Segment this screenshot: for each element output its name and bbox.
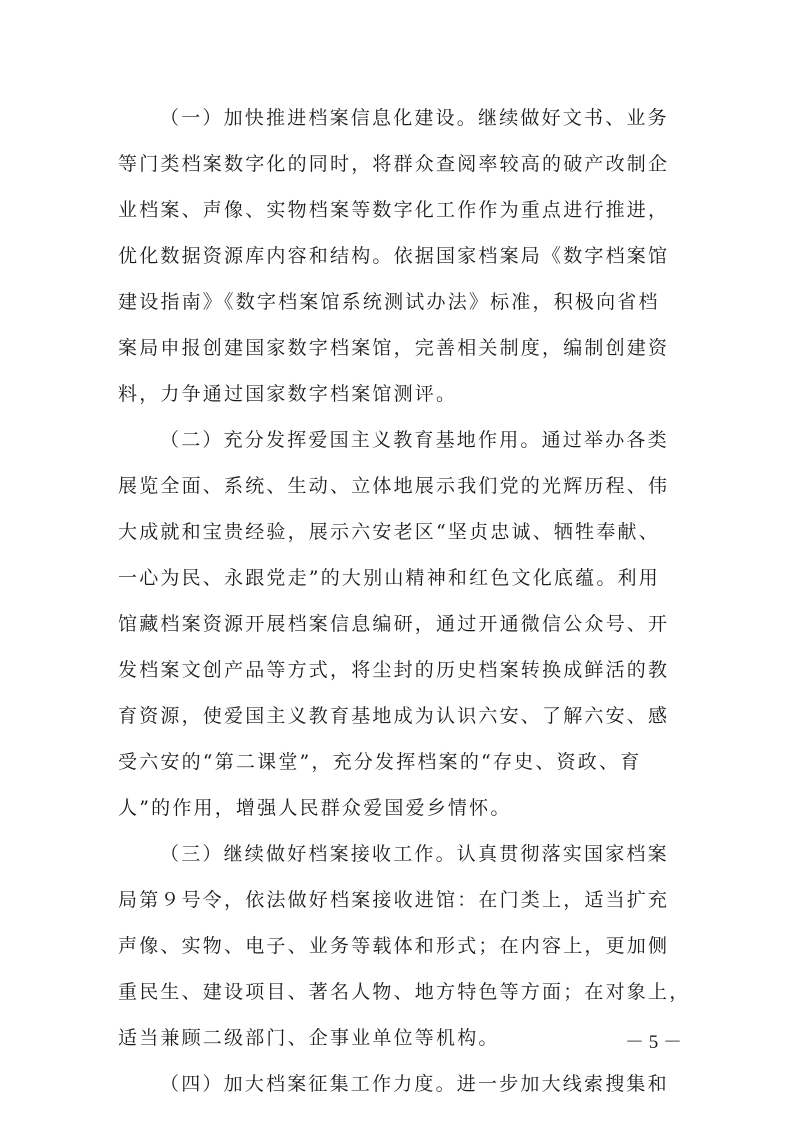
paragraph-3-line-3: 声像、实物、电子、业务等载体和形式；在内容上，更加侧 (118, 935, 670, 957)
paragraph-1-line-7: 料，力争通过国家数字档案馆测评。 (118, 383, 458, 405)
paragraph-2-line-2: 展览全面、系统、生动、立体地展示我们党的光辉历程、伟 (118, 475, 670, 497)
paragraph-2-line-7: 育资源，使爱国主义教育基地成为认识六安、了解六安、感 (118, 705, 670, 727)
paragraph-2-line-1: （二）充分发挥爱国主义教育基地作用。通过举办各类 (160, 429, 669, 451)
paragraph-1-line-6: 案局申报创建国家数字档案馆，完善相关制度，编制创建资 (118, 337, 670, 359)
paragraph-1-line-3: 业档案、声像、实物档案等数字化工作作为重点进行推进， (118, 199, 670, 221)
paragraph-3-line-2: 局第９号令，依法做好档案接收进馆：在门类上，适当扩充 (118, 889, 670, 911)
paragraph-3-line-5: 适当兼顾二级部门、企事业单位等机构。 (118, 1027, 500, 1049)
paragraph-3-line-4: 重民生、建设项目、著名人物、地方特色等方面；在对象上， (118, 981, 691, 1003)
paragraph-3-line-1: （三）继续做好档案接收工作。认真贯彻落实国家档案 (160, 843, 669, 865)
paragraph-4-line-1: （四）加大档案征集工作力度。进一步加大线索搜集和 (160, 1073, 669, 1095)
page-number: － 5 － (624, 1032, 682, 1053)
paragraph-2-line-4: 一心为民、永跟党走”的大别山精神和红色文化底蕴。利用 (118, 567, 660, 589)
paragraph-2-line-5: 馆藏档案资源开展档案信息编研，通过开通微信公众号、开 (118, 613, 670, 635)
paragraph-1-line-5: 建设指南》《数字档案馆系统测试办法》标准，积极向省档 (118, 291, 660, 313)
paragraph-1-line-4: 优化数据资源库内容和结构。依据国家档案局《数字档案馆 (118, 245, 670, 267)
paragraph-2-line-8: 受六安的“第二课堂”，充分发挥档案的“存史、资政、育 (118, 751, 642, 773)
paragraph-1-line-1: （一）加快推进档案信息化建设。继续做好文书、业务 (160, 107, 669, 129)
paragraph-2-line-6: 发档案文创产品等方式，将尘封的历史档案转换成鲜活的教 (118, 659, 670, 681)
paragraph-1-line-2: 等门类档案数字化的同时，将群众查阅率较高的破产改制企 (118, 153, 670, 175)
paragraph-2-line-3: 大成就和宝贵经验，展示六安老区“坚贞忠诚、牺牲奉献、 (118, 521, 660, 543)
paragraph-2-line-9: 人”的作用，增强人民群众爱国爱乡情怀。 (118, 797, 512, 819)
